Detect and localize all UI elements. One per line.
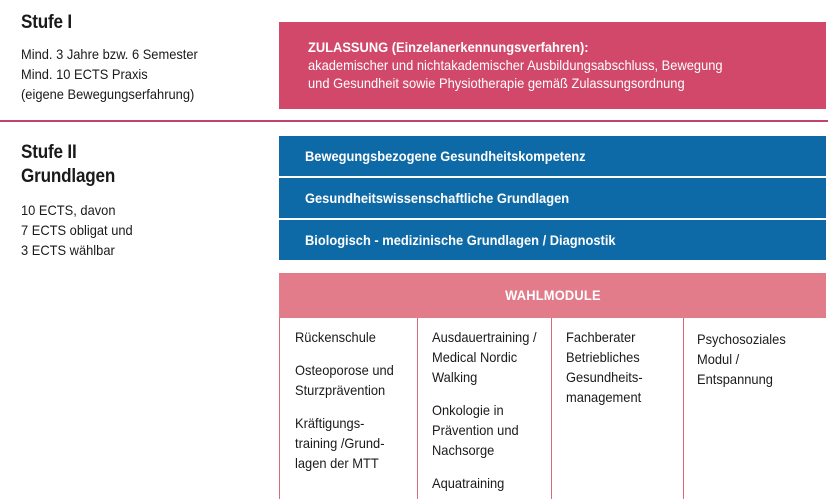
stufe-2-line: 7 ECTS obligat und	[21, 222, 133, 238]
wahlmodul-item: Osteoporose und Sturzprävention	[295, 362, 394, 398]
wahlmodul-item: Aquatraining	[432, 475, 505, 491]
wahlmodul-item: Fachberater Betriebliches Gesundheits- management	[566, 329, 643, 405]
stufe-1-description	[21, 44, 198, 104]
column-divider	[279, 318, 280, 499]
module-bar-bewegungsbezogene	[279, 136, 826, 176]
stufe-2-title-line: Stufe II	[21, 142, 77, 163]
stufe-2-line: 3 ECTS wählbar	[21, 242, 115, 258]
wahlmodule-column-3	[566, 318, 681, 499]
stufe-1-line: Mind. 3 Jahre bzw. 6 Semester	[21, 46, 198, 62]
wahlmodule-title: WAHLMODULE	[504, 287, 601, 303]
wahlmodul-item: Onkologie in Prävention und Nachsorge	[432, 402, 519, 458]
wahlmodule-column-1	[295, 318, 415, 499]
zulassung-line: und Gesundheit sowie Physiotherapie gemäß Zulassungsordnung	[308, 75, 685, 91]
stage-divider	[0, 120, 828, 122]
column-divider	[683, 318, 684, 499]
wahlmodul-item: Psychosoziales Modul / Entspannung	[697, 331, 786, 387]
wahlmodul-item: Ausdauertraining / Medical Nordic Walking	[432, 329, 537, 385]
module-label: Biologisch - medizinische Grundlagen / Diagnostik	[305, 232, 616, 248]
column-divider	[417, 318, 418, 499]
wahlmodule-header	[279, 273, 826, 318]
stufe-1-line: Mind. 10 ECTS Praxis	[21, 66, 148, 82]
stufe-1-line: (eigene Bewegungserfahrung)	[21, 86, 195, 102]
stufe-2-title-line: Grundlagen	[21, 166, 116, 187]
stufe-2-line: 10 ECTS, davon	[21, 202, 116, 218]
module-label: Bewegungsbezogene Gesundheitskompetenz	[305, 148, 586, 164]
wahlmodule-column-4	[697, 318, 825, 499]
stufe-2-title	[21, 141, 115, 189]
zulassung-heading: ZULASSUNG (Einzelanerkennungsverfahren):	[308, 39, 589, 55]
zulassung-box	[279, 22, 826, 109]
module-bar-biologisch-medizinische	[279, 220, 826, 260]
column-divider	[551, 318, 552, 499]
zulassung-line: akademischer und nichtakademischer Ausbildungsabschluss, Bewegung	[308, 57, 723, 73]
module-bar-gesundheitswissenschaftliche	[279, 178, 826, 218]
wahlmodul-item: Kräftigungs- training /Grund- lagen der MTT	[295, 415, 385, 471]
stufe-1-title: Stufe I	[21, 12, 73, 33]
wahlmodul-item: Rückenschule	[295, 329, 376, 345]
stufe-2-description	[21, 200, 133, 260]
wahlmodule-column-2	[432, 318, 549, 499]
module-label: Gesundheitswissenschaftliche Grundlagen	[305, 190, 570, 206]
